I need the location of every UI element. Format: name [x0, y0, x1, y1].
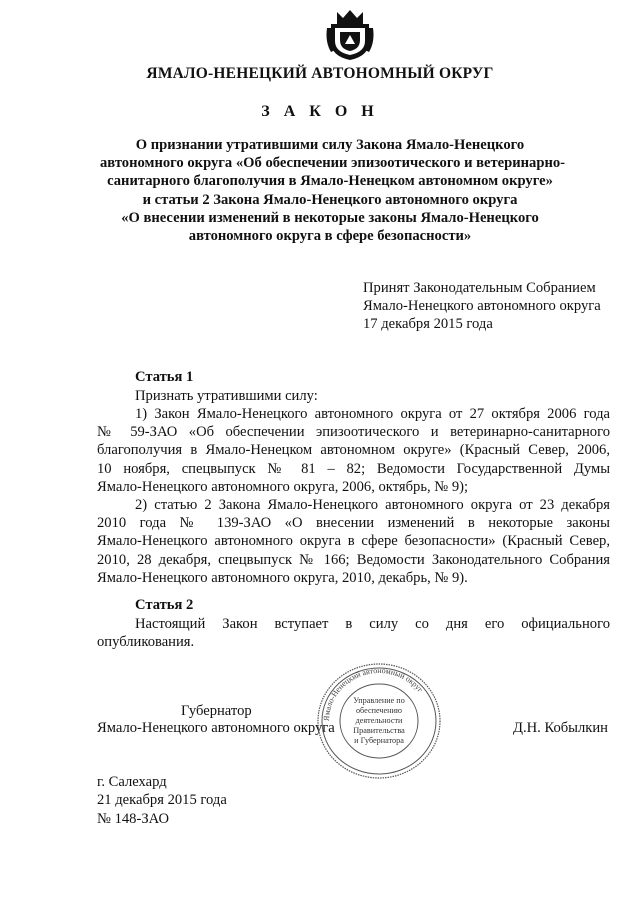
seal-text-line: Правительства	[353, 726, 405, 735]
law-number: № 148-ЗАО	[97, 810, 169, 827]
adoption-line: Ямало-Ненецкого автономного округа	[363, 298, 601, 315]
paragraph-line: 2) статью 2 Закона Ямало-Ненецкого автономного округа от 23 декабря	[135, 497, 610, 513]
paragraph-line: Настоящий Закон вступает в силу со дня его официального	[135, 616, 610, 632]
article-2-heading: Статья 2	[135, 597, 194, 613]
title-line: «О внесении изменений в некоторые законы Ямало-Ненецкого	[121, 209, 539, 226]
signatory-position: Губернатор	[181, 703, 252, 719]
paragraph-line: 2010 года № 139-ЗАО «О внесении изменений в некоторые законы	[97, 515, 610, 532]
seal-text-line: обеспечению	[355, 706, 403, 715]
paragraph-line: Ямало-Ненецкого автономного округа в сфере безопасности» (Красный Север,	[97, 533, 610, 550]
document-footer	[97, 773, 227, 828]
official-seal-stamp	[314, 660, 444, 782]
seal-text-line: деятельности	[355, 716, 403, 725]
article-1-item-2	[97, 496, 610, 587]
title-line: автономного округа в сфере безопасности»	[188, 228, 472, 245]
title-line: и статьи 2 Закона Ямало-Ненецкого автономного округа	[142, 191, 518, 208]
paragraph-line: 10 ноября, спецвыпуск № 81 – 82; Ведомости Государственной Думы	[97, 460, 610, 477]
seal-ring-text: Ямало-Ненецкий автономный округ	[321, 665, 425, 722]
article-1-heading: Статья 1	[135, 369, 194, 385]
paragraph-line: 2010, 28 декабря, спецвыпуск № 166; Ведомости Законодательного Собрания	[97, 551, 610, 568]
adoption-note	[363, 279, 601, 334]
signatory-name: Д.Н. Кобылкин	[513, 720, 608, 736]
paragraph-line: 1) Закон Ямало-Ненецкого автономного округа от 27 октября 2006 года	[135, 406, 610, 422]
paragraph-line: благополучия в Ямало-Ненецком автономном округе» (Красный Север, 2006,	[97, 442, 610, 459]
paragraph-line: Ямало-Ненецкого автономного округа, 2010, декабрь, № 9).	[97, 569, 468, 586]
paragraph-line: № 59-ЗАО «Об обеспечении эпизоотического и ветеринарно-санитарного	[97, 424, 610, 441]
signing-date: 21 декабря 2015 года	[97, 792, 227, 809]
title-line: автономного округа «Об обеспечении эпизоотического и ветеринарно-	[100, 155, 566, 172]
coat-of-arms-icon	[323, 8, 377, 62]
seal-text-line: Управление по	[353, 696, 405, 705]
region-name: ЯМАЛО-НЕНЕЦКИЙ АВТОНОМНЫЙ ОКРУГ	[146, 65, 494, 82]
seal-text-line: и Губернатора	[354, 736, 404, 745]
article-1-item-1	[97, 405, 610, 496]
article-1-intro: Признать утратившими силу:	[135, 388, 318, 404]
adoption-line: Принят Законодательным Собранием	[363, 280, 596, 296]
title-line: О признании утратившими силу Закона Ямало-Ненецкого	[135, 137, 525, 153]
article-2-body	[97, 615, 610, 651]
adoption-line: 17 декабря 2015 года	[363, 316, 493, 333]
place-of-signing: г. Салехард	[97, 774, 167, 790]
title-line: санитарного благополучия в Ямало-Ненецком автономном округе»	[107, 173, 553, 190]
law-title	[100, 136, 566, 245]
signatory-region: Ямало-Ненецкого автономного округа	[97, 720, 335, 736]
paragraph-line: Ямало-Ненецкого автономного округа, 2006, октябрь, № 9);	[97, 478, 469, 495]
document-type: З А К О Н	[261, 103, 379, 120]
paragraph-line: опубликования.	[97, 634, 195, 651]
